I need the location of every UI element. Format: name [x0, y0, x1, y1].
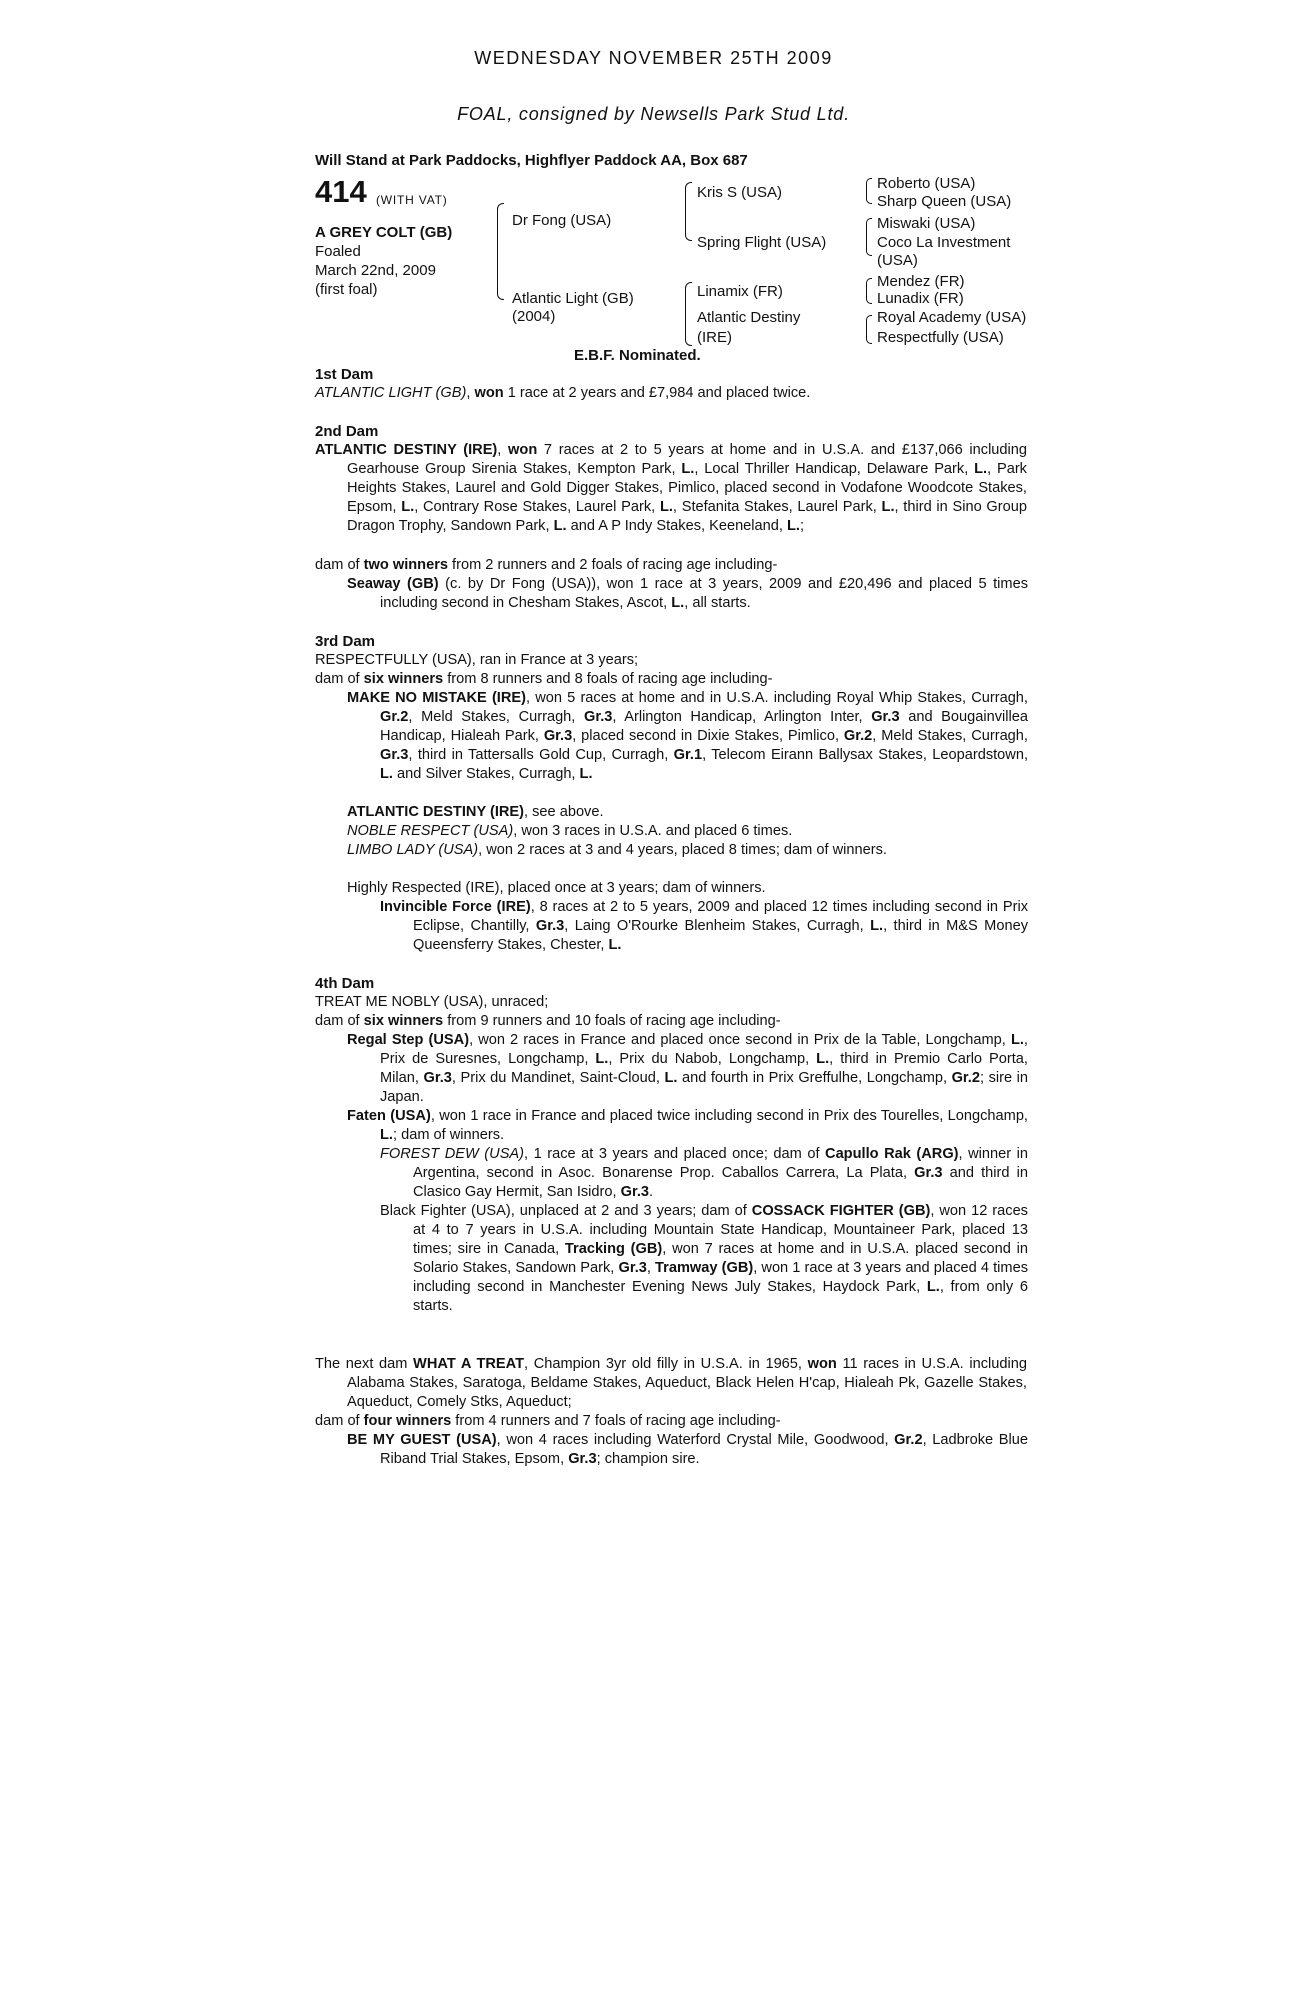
- third-dam-produce-atlantic-destiny: ATLANTIC DESTINY (IRE), see above.: [347, 804, 604, 820]
- third-dam-produce-limbo-lady: LIMBO LADY (USA), won 2 races at 3 and 4 years, placed 8 times; dam of winners.: [347, 842, 887, 858]
- pedigree-dam: Atlantic Light (GB): [512, 290, 634, 307]
- pedigree-g8: Respectfully (USA): [877, 329, 1004, 346]
- pedigree-brace-sire-line: [685, 182, 692, 241]
- fourth-dam-text: TREAT ME NOBLY (USA), unraced;: [315, 994, 549, 1010]
- pedigree-g3: Miswaki (USA): [877, 215, 976, 232]
- vat-note: (WITH VAT): [376, 193, 448, 207]
- fourth-dam-produce-black-fighter: Black Fighter (USA), unplaced at 2 and 3 years; dam of COSSACK FIGHTER (GB), won 12 races at 4 to 7 years in U.S.A. including Mountain State Handicap, Mountaineer Park, placed 13 times; sire in Canada, Tracking (GB), won 7 races at home and in U.S.A. placed second in Solario Stakes, Sandown Park, Gr.3, Tramway (GB), won 1 race at 3 years and placed 4 times including second in Manchester Evening News July Stakes, Haydock Park, L., from only 6 starts.: [380, 1203, 1028, 1314]
- pedigree-g4: Coco La Investment: [877, 234, 1011, 251]
- foaled-label: Foaled: [315, 243, 361, 260]
- pedigree-dam-dam: Atlantic Destiny: [697, 309, 801, 326]
- pedigree-g7: Royal Academy (USA): [877, 309, 1027, 326]
- pedigree-sire-dam: Spring Flight (USA): [697, 234, 827, 251]
- second-dam-heading: 2nd Dam: [315, 423, 379, 440]
- pedigree-g6: Lunadix (FR): [877, 290, 964, 307]
- third-dam-produce-noble-respect: NOBLE RESPECT (USA), won 3 races in U.S.A. and placed 6 times.: [347, 823, 793, 839]
- pedigree-brace-dam-line: [685, 282, 692, 346]
- third-dam-produce-make-no-mistake: MAKE NO MISTAKE (IRE), won 5 races at home and in U.S.A. including Royal Whip Stakes, Curragh, Gr.2, Meld Stakes, Curragh, Gr.3, Arlington Handicap, Arlington Inter, Gr.3 and Bougainvillea Handicap, Hialeah Park, Gr.3, placed second in Dixie Stakes, Pimlico, Gr.2, Meld Stakes, Curragh, Gr.3, third in Tattersalls Gold Cup, Curragh, Gr.1, Telecom Eirann Ballysax Stakes, Leopardstown, L. and Silver Stakes, Curragh, L.: [347, 690, 1028, 782]
- horse-title: A GREY COLT (GB): [315, 224, 453, 241]
- fourth-dam-produce-line: dam of six winners from 9 runners and 10 foals of racing age including-: [315, 1013, 781, 1029]
- pedigree-g5: Mendez (FR): [877, 273, 965, 290]
- fourth-dam-produce-faten: Faten (USA), won 1 race in France and placed twice including second in Prix des Tourelles, Longchamp, L.; dam of winners.: [347, 1108, 1028, 1143]
- pedigree-brace-g1: [866, 178, 872, 204]
- sale-date-header: WEDNESDAY NOVEMBER 25TH 2009: [474, 48, 833, 68]
- pedigree-g4-country: (USA): [877, 252, 918, 269]
- next-dam-produce-line: dam of four winners from 4 runners and 7 foals of racing age including-: [315, 1413, 781, 1429]
- fourth-dam-produce-regal-step: Regal Step (USA), won 2 races in France and placed once second in Prix de la Table, Longchamp, L., Prix de Suresnes, Longchamp, L., Prix du Nabob, Longchamp, L., third in Premio Carlo Porta, Milan, Gr.3, Prix du Mandinet, Saint-Cloud, L. and fourth in Prix Greffulhe, Longchamp, Gr.2; sire in Japan.: [347, 1032, 1029, 1105]
- first-dam-heading: 1st Dam: [315, 366, 374, 383]
- third-dam-produce-line: dam of six winners from 8 runners and 8 foals of racing age including-: [315, 671, 773, 687]
- next-dam-produce-be-my-guest: BE MY GUEST (USA), won 4 races including Waterford Crystal Mile, Goodwood, Gr.2, Ladbroke Blue Riband Trial Stakes, Epsom, Gr.3; champion sire.: [347, 1432, 1028, 1467]
- lot-number: 414: [315, 174, 367, 209]
- pedigree-dam-year: (2004): [512, 308, 556, 325]
- pedigree-dam-dam-country: (IRE): [697, 329, 732, 346]
- pedigree-sire-sire: Kris S (USA): [697, 184, 783, 201]
- second-dam-produce-line: dam of two winners from 2 runners and 2 foals of racing age including-: [315, 557, 778, 573]
- stand-location: Will Stand at Park Paddocks, Highflyer Paddock AA, Box 687: [315, 152, 748, 169]
- second-dam-produce-seaway: Seaway (GB) (c. by Dr Fong (USA)), won 1 race at 3 years, 2009 and £20,496 and placed 5 times including second in Chesham Stakes, Ascot, L., all starts.: [347, 576, 1028, 611]
- pedigree-brace-g4: [866, 315, 872, 344]
- second-dam-text: ATLANTIC DESTINY (IRE), won 7 races at 2 to 5 years at home and in U.S.A. and £137,066 including Gearhouse Group Sirenia Stakes, Kempton Park, L., Local Thriller Handicap, Delaware Park, L., Park Heights Stakes, Laurel and Gold Digger Stakes, Pimlico, placed second in Vodafone Woodcote Stakes, Epsom, L., Contrary Rose Stakes, Laurel Park, L., Stefanita Stakes, Laurel Park, L., third in Sino Group Dragon Trophy, Sandown Park, L. and A P Indy Stakes, Keeneland, L.;: [315, 442, 1028, 534]
- third-dam-produce-invincible-force: Invincible Force (IRE), 8 races at 2 to 5 years, 2009 and placed 12 times including second in Prix Eclipse, Chantilly, Gr.3, Laing O'Rourke Blenheim Stakes, Curragh, L., third in M&S Money Queensferry Stakes, Chester, L.: [380, 899, 1028, 953]
- third-dam-produce-highly-respected: Highly Respected (IRE), placed once at 3 years; dam of winners.: [347, 880, 766, 896]
- third-dam-text: RESPECTFULLY (USA), ran in France at 3 years;: [315, 652, 639, 668]
- fourth-dam-produce-forest-dew: FOREST DEW (USA), 1 race at 3 years and placed once; dam of Capullo Rak (ARG), winner in Argentina, second in Asoc. Bonarense Prop. Caballos Carrera, La Plata, Gr.3 and third in Clasico Gay Hermit, San Isidro, Gr.3.: [380, 1146, 1028, 1200]
- ebf-nominated: E.B.F. Nominated.: [574, 347, 701, 364]
- first-foal-note: (first foal): [315, 281, 378, 298]
- pedigree-g1: Roberto (USA): [877, 175, 976, 192]
- foaled-date: March 22nd, 2009: [315, 262, 436, 279]
- next-dam-text: The next dam WHAT A TREAT, Champion 3yr old filly in U.S.A. in 1965, won 11 races in U.S.A. including Alabama Stakes, Saratoga, Beldame Stakes, Aqueduct, Black Helen H'cap, Hialeah Pk, Gazelle Stakes, Aqueduct, Comely Stks, Aqueduct;: [315, 1356, 1027, 1410]
- third-dam-heading: 3rd Dam: [315, 633, 376, 650]
- consignment-header: FOAL, consigned by Newsells Park Stud Ltd.: [457, 104, 850, 124]
- pedigree-dam-sire: Linamix (FR): [697, 283, 783, 300]
- fourth-dam-heading: 4th Dam: [315, 975, 375, 992]
- pedigree-sire: Dr Fong (USA): [512, 212, 612, 229]
- pedigree-brace-sire: [497, 203, 504, 300]
- first-dam-text: ATLANTIC LIGHT (GB), won 1 race at 2 years and £7,984 and placed twice.: [315, 385, 811, 401]
- pedigree-brace-g3: [866, 278, 872, 304]
- pedigree-brace-g2: [866, 218, 872, 256]
- pedigree-g2: Sharp Queen (USA): [877, 193, 1012, 210]
